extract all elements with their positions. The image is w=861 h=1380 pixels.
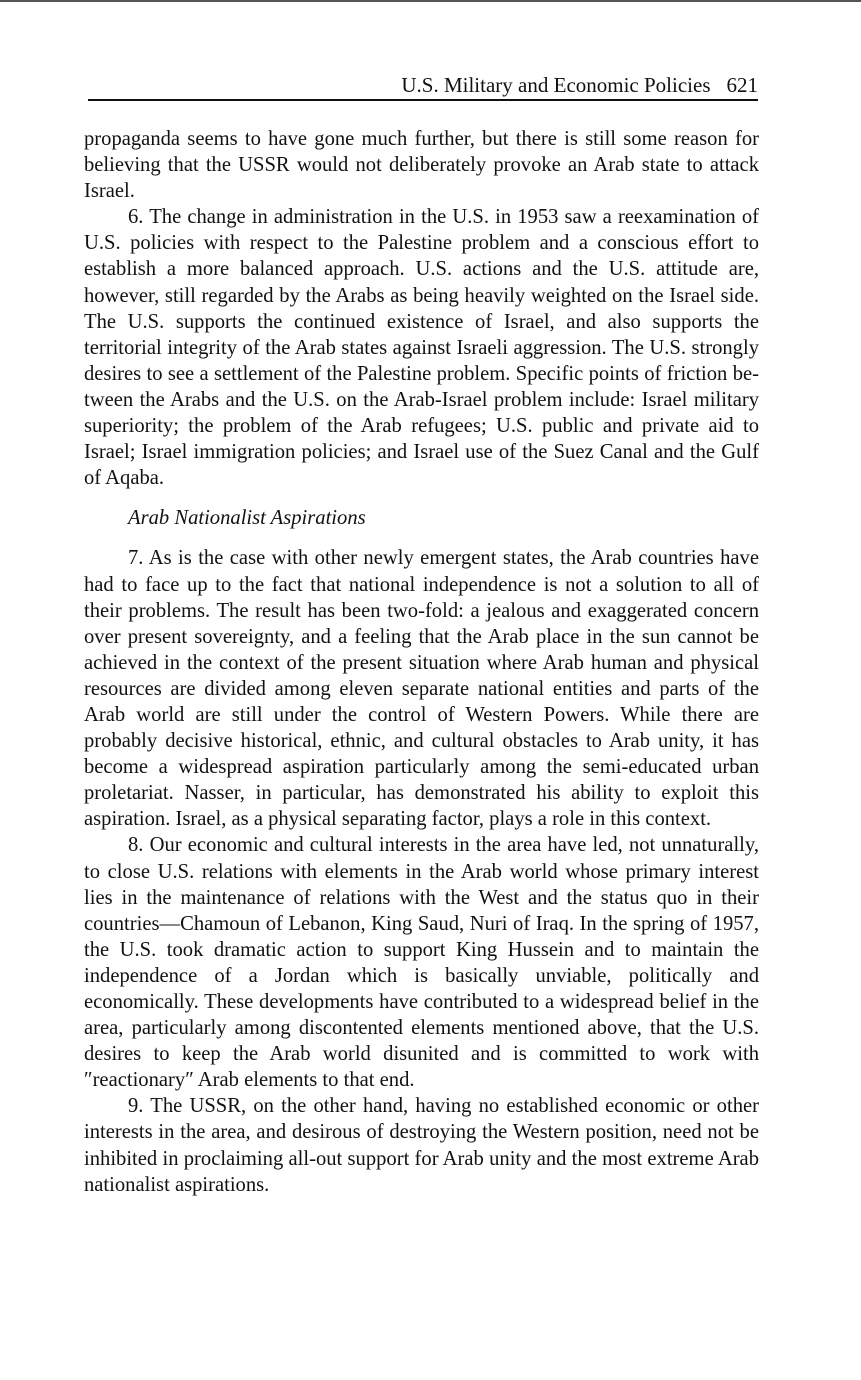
paragraph-7: 7. As is the case with other newly emergent states, the Arab countries have had to face up to the fact that national independence is not a solution to all of their problems. The result has been two-fold: a jealous and exaggerated concern over present sovereignty, and a feeling that the Arab place in the sun cannot be achieved in the context of the present situation where Arab human and physical resources are divided among eleven separate national entities and parts of the Arab world are still under the control of Western Powers. While there are probably decisive historical, ethnic, and cultural obstacles to Arab unity, it has become a widespread aspiration particularly among the semi-educated urban proletariat. Nasser, in particular, has demonstrated his ability to exploit this aspiration. Israel, as a physical separating factor, plays a role in this context.	[84, 547, 759, 831]
paragraph-9: 9. The USSR, on the other hand, having no established economic or other interests in the area, and desirous of destroying the Western position, need not be inhibited in proclaiming all-out support for Arab unity and the most extreme Arab nationalist aspirations.	[84, 1095, 759, 1196]
running-head	[88, 72, 758, 101]
paragraph-6: 6. The change in administration in the U.S. in 1953 saw a reexamination of U.S. policies with respect to the Palestine problem and a conscious effort to establish a more balanced approach. U.S. actions and the U.S. attitude are, however, still regarded by the Arabs as being heavily weighted on the Israel side. The U.S. supports the continued existence of Israel, and also supports the territorial integrity of the Arab states against Israeli aggression. The U.S. strongly desires to see a settlement of the Palestine problem. Specific points of friction between the Arabs and the U.S. on the Arab-Israel problem include: Israel military superiority; the problem of the Arab refugees; U.S. public and private aid to Israel; Israel immigration policies; and Israel use of the Suez Canal and the Gulf of Aqaba.	[84, 206, 759, 490]
page-number: 621	[726, 73, 758, 97]
section-heading: Arab Nationalist Aspirations	[128, 507, 366, 530]
page-top-edge	[0, 0, 861, 2]
paragraph-continuation: propaganda seems to have gone much further, but there is still some reason for believing that the USSR would not deliberately provoke an Arab state to attack Israel.	[84, 128, 759, 203]
running-head-title: U.S. Military and Economic Policies	[401, 73, 711, 97]
paragraph-8: 8. Our economic and cultural interests in the area have led, not unnaturally, to close U.S. relations with elements in the Arab world whose primary interest lies in the maintenance of relations with the West and the status quo in their countries—Chamoun of Lebanon, King Saud, Nuri of Iraq. In the spring of 1957, the U.S. took dramatic action to support King Hussein and to maintain the independence of a Jordan which is basically unviable, politically and economically. These developments have contributed to a widespread belief in the area, particularly among discontented elements mentioned above, that the U.S. desires to keep the Arab world disunited and is committed to work with ″reactionary″ Arab elements to that end.	[84, 834, 759, 1092]
body-text	[84, 126, 759, 1198]
